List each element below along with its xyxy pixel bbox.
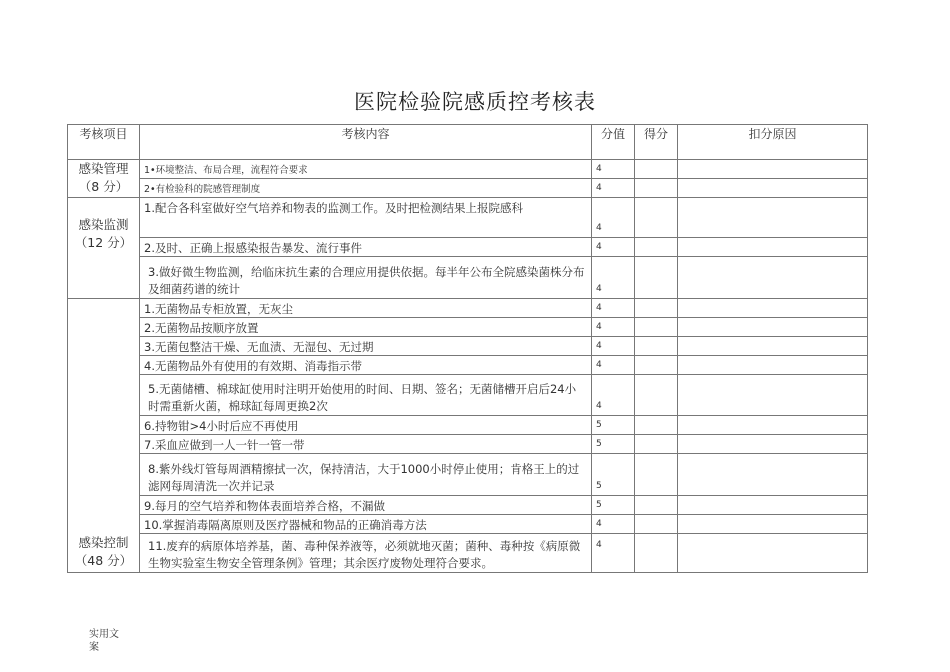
content-cell: 4.无菌物品外有使用的有效期、消毒指示带 <box>140 356 592 375</box>
category-cell <box>68 198 140 299</box>
got-cell[interactable] <box>635 257 678 299</box>
score-cell: 4 <box>592 160 635 179</box>
table-row <box>68 179 868 198</box>
score-cell: 5 <box>592 454 635 496</box>
got-cell[interactable] <box>635 435 678 454</box>
content-cell: 5.无菌储槽、棉球缸使用时注明开始使用的时间、日期、签名；无菌储槽开启后24小时需重新火菌，棉球缸每周更换2次 <box>140 375 592 416</box>
got-cell[interactable] <box>635 356 678 375</box>
got-cell[interactable] <box>635 496 678 515</box>
content-cell: 10.掌握消毒隔离原则及医疗器械和物品的正确消毒方法 <box>140 515 592 534</box>
reason-cell[interactable] <box>678 160 868 179</box>
score-cell: 4 <box>592 337 635 356</box>
reason-cell[interactable] <box>678 515 868 534</box>
score-cell: 4 <box>592 179 635 198</box>
reason-cell[interactable] <box>678 198 868 238</box>
got-cell[interactable] <box>635 299 678 318</box>
got-cell[interactable] <box>635 318 678 337</box>
category-name: 感染控制 <box>78 535 129 550</box>
score-cell: 4 <box>592 356 635 375</box>
table-row <box>68 435 868 454</box>
assessment-table <box>67 124 868 573</box>
content-cell: 2•有检验科的院感管理制度 <box>140 179 592 198</box>
got-cell[interactable] <box>635 198 678 238</box>
header-item: 考核项目 <box>68 125 140 160</box>
table-row <box>68 454 868 496</box>
table-row <box>68 496 868 515</box>
content-cell: 2.无菌物品按顺序放置 <box>140 318 592 337</box>
table-row <box>68 257 868 299</box>
table-row <box>68 515 868 534</box>
content-cell: 8.紫外线灯管每周酒精擦拭一次，保持清洁，大于1000小时停止使用；肯格王上的过滤网每周清洗一次并记录 <box>140 454 592 496</box>
score-cell: 4 <box>592 534 635 573</box>
header-reason: 扣分原因 <box>678 125 868 160</box>
page-title: 医院检验院感质控考核表 <box>354 90 596 114</box>
reason-cell[interactable] <box>678 179 868 198</box>
category-points: （8 分） <box>78 179 129 194</box>
score-cell: 4 <box>592 375 635 416</box>
footer-text: 实用文案 <box>89 629 119 653</box>
content-cell: 2.及时、正确上报感染报告暴发、流行事件 <box>140 238 592 257</box>
score-cell: 4 <box>592 238 635 257</box>
header-score: 分值 <box>592 125 635 160</box>
score-cell: 4 <box>592 299 635 318</box>
category-points: （12 分） <box>74 235 133 250</box>
table-row <box>68 356 868 375</box>
got-cell[interactable] <box>635 179 678 198</box>
score-cell: 4 <box>592 318 635 337</box>
table-row <box>68 375 868 416</box>
reason-cell[interactable] <box>678 238 868 257</box>
score-cell: 4 <box>592 515 635 534</box>
category-points: （48 分） <box>74 553 133 568</box>
table-row <box>68 160 868 179</box>
reason-cell[interactable] <box>678 356 868 375</box>
category-cell <box>68 299 140 573</box>
reason-cell[interactable] <box>678 454 868 496</box>
reason-cell[interactable] <box>678 416 868 435</box>
table-row <box>68 534 868 573</box>
got-cell[interactable] <box>635 337 678 356</box>
reason-cell[interactable] <box>678 375 868 416</box>
reason-cell[interactable] <box>678 534 868 573</box>
reason-cell[interactable] <box>678 257 868 299</box>
score-cell: 4 <box>592 257 635 299</box>
table-row <box>68 416 868 435</box>
category-name: 感染管理 <box>78 161 129 176</box>
content-cell: 1.配合各科室做好空气培养和物表的监测工作。及时把检测结果上报院感科 <box>140 198 592 238</box>
got-cell[interactable] <box>635 454 678 496</box>
reason-cell[interactable] <box>678 318 868 337</box>
table-row <box>68 299 868 318</box>
reason-cell[interactable] <box>678 337 868 356</box>
category-cell <box>68 160 140 198</box>
got-cell[interactable] <box>635 515 678 534</box>
got-cell[interactable] <box>635 160 678 179</box>
header-content: 考核内容 <box>140 125 592 160</box>
content-cell: 3.无菌包整洁干燥、无血渍、无湿包、无过期 <box>140 337 592 356</box>
score-cell: 5 <box>592 435 635 454</box>
content-cell: 11.废弃的病原体培养基，菌、毒种保养液等，必须就地灭菌；菌种、毒种按《病原微生物实验室生物安全管理条例》管理；其余医疗废物处理符合要求。 <box>140 534 592 573</box>
table-row <box>68 198 868 238</box>
content-cell: 3.做好微生物监测，给临床抗生素的合理应用提供依据。每半年公布全院感染菌株分布及细菌药谱的统计 <box>140 257 592 299</box>
category-name: 感染监测 <box>78 217 129 232</box>
score-cell: 4 <box>592 198 635 238</box>
content-cell: 7.采血应做到一人一针一管一带 <box>140 435 592 454</box>
reason-cell[interactable] <box>678 299 868 318</box>
got-cell[interactable] <box>635 238 678 257</box>
reason-cell[interactable] <box>678 496 868 515</box>
header-got: 得分 <box>635 125 678 160</box>
table-row <box>68 318 868 337</box>
content-cell: 1.无菌物品专柜放置，无灰尘 <box>140 299 592 318</box>
reason-cell[interactable] <box>678 435 868 454</box>
table-row <box>68 238 868 257</box>
content-cell: 1•环境整洁、布局合理，流程符合要求 <box>140 160 592 179</box>
content-cell: 6.持物钳>4小时后应不再使用 <box>140 416 592 435</box>
got-cell[interactable] <box>635 416 678 435</box>
table-row <box>68 337 868 356</box>
got-cell[interactable] <box>635 534 678 573</box>
content-cell: 9.每月的空气培养和物体表面培养合格，不漏做 <box>140 496 592 515</box>
score-cell: 5 <box>592 496 635 515</box>
table-header-row <box>68 125 868 160</box>
got-cell[interactable] <box>635 375 678 416</box>
score-cell: 5 <box>592 416 635 435</box>
